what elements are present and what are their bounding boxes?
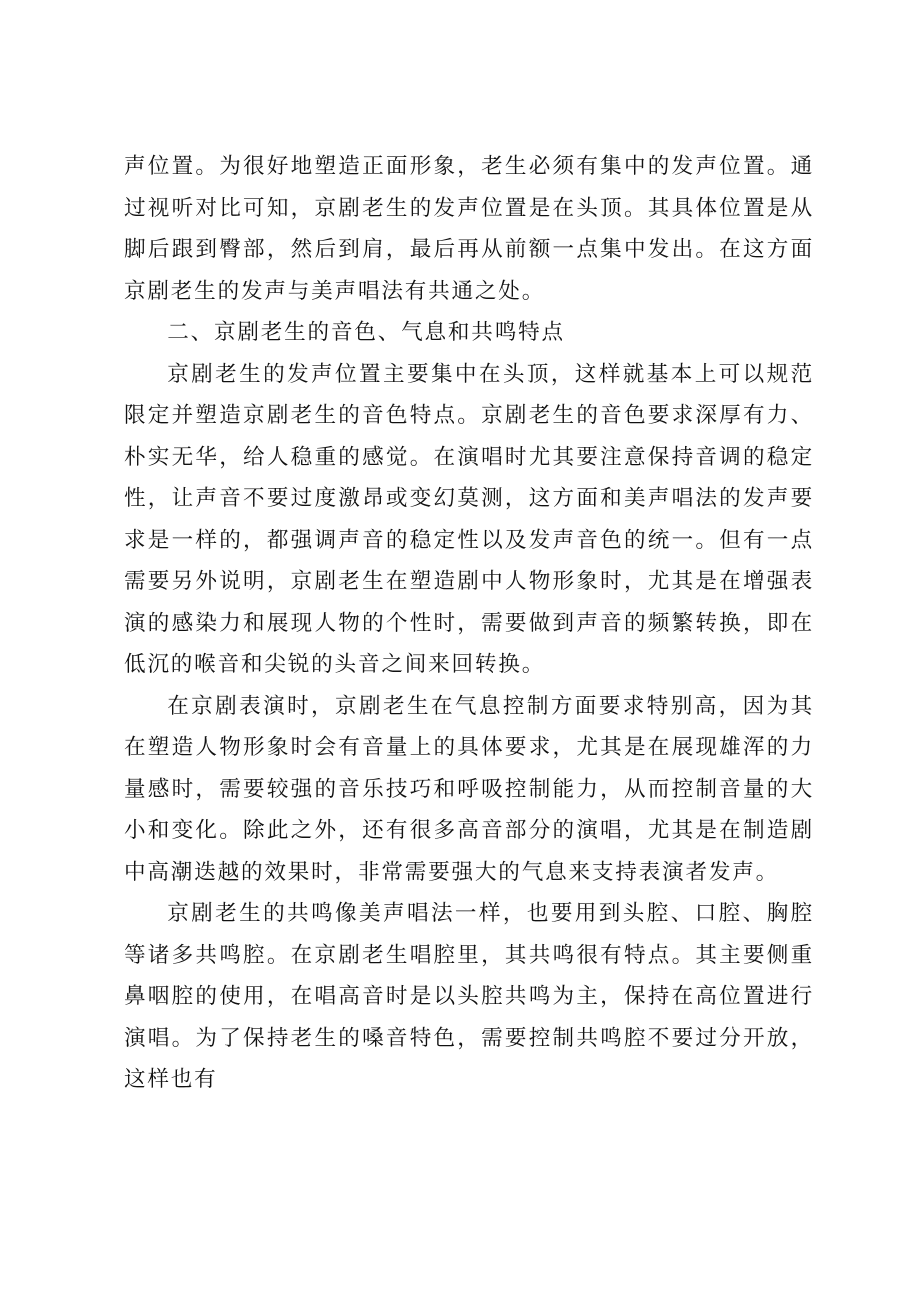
paragraph-breath: 在京剧表演时，京剧老生在气息控制方面要求特别高，因为其在塑造人物形象时会有音量上的具体要求，尤其是在展现雄浑的力量感时，需要较强的音乐技巧和呼吸控制能力，从而控制音量的大小和变化。除此之外，还有很多高音部分的演唱，尤其是在制造剧中高潮迭越的效果时，非常需要强大的气息来支持表演者发声。 <box>124 693 814 885</box>
paragraph-timbre: 京剧老生的发声位置主要集中在头顶，这样就基本上可以规范限定并塑造京剧老生的音色特点。京剧老生的音色要求深厚有力、朴实无华，给人稳重的感觉。在演唱时尤其要注意保持音调的稳定性，让声音不要过度激昂或变幻莫测，这方面和美声唱法的发声要求是一样的，都强调声音的稳定性以及发声音色的统一。但有一点需要另外说明，京剧老生在塑造剧中人物形象时，尤其是在增强表演的感染力和展现人物的个性时，需要做到声音的频繁转换，即在低沉的喉音和尖锐的头音之间来回转换。 <box>124 361 814 677</box>
section-heading: 二、京剧老生的音色、气息和共鸣特点 <box>167 320 565 345</box>
body-text <box>124 146 814 1101</box>
paragraph-continued: 声位置。为很好地塑造正面形象，老生必须有集中的发声位置。通过视听对比可知，京剧老生的发声位置是在头顶。其具体位置是从脚后跟到臀部，然后到肩，最后再从前额一点集中发出。在这方面京剧老生的发声与美声唱法有共通之处。 <box>124 154 814 304</box>
paragraph-resonance: 京剧老生的共鸣像美声唱法一样，也要用到头腔、口腔、胸腔等诸多共鸣腔。在京剧老生唱腔里，其共鸣很有特点。其主要侧重鼻咽腔的使用，在唱高音时是以头腔共鸣为主，保持在高位置进行演唱。为了保持老生的嗓音特色，需要控制共鸣腔不要过分开放，这样也有 <box>124 901 814 1092</box>
